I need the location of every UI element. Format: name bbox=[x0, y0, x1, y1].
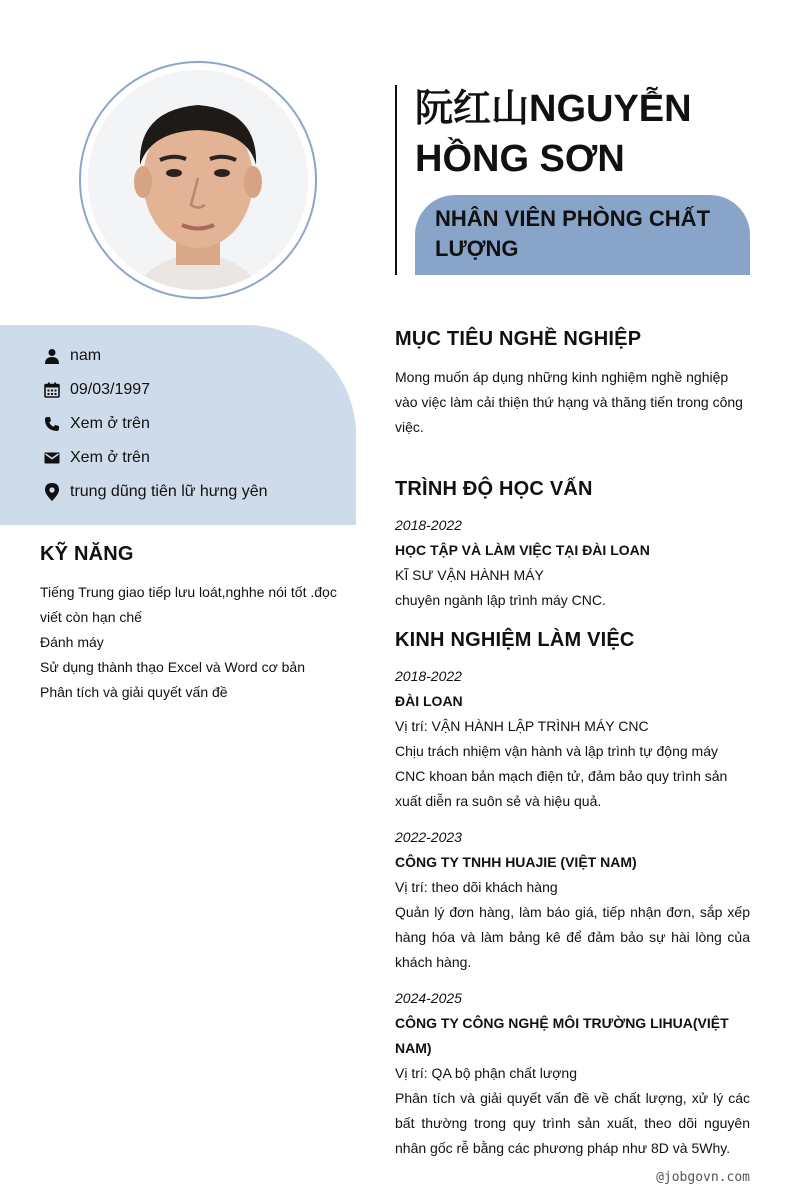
contact-email bbox=[40, 446, 150, 470]
education-institution: HỌC TẬP VÀ LÀM VIỆC TẠI ĐÀI LOAN bbox=[395, 542, 650, 558]
education-entry bbox=[395, 513, 750, 613]
contact-phone bbox=[40, 412, 150, 436]
skills-list bbox=[40, 580, 340, 705]
gender-text: nam bbox=[70, 347, 102, 364]
experience-period: 2024-2025 bbox=[395, 990, 462, 1006]
experience-description: Chịu trách nhiệm vận hành và lập trình tự động máy CNC khoan bản mạch điện tử, đảm bảo quy trình sản xuất diễn ra suôn sẻ và hiệu quả. bbox=[395, 743, 728, 809]
profile-photo-frame bbox=[79, 61, 317, 299]
experience-position: Vị trí: QA bộ phận chất lượng bbox=[395, 1065, 577, 1081]
phone-text: Xem ở trên bbox=[70, 415, 150, 432]
person-icon bbox=[40, 344, 64, 368]
full-name: 阮红山NGUYỄN HỒNG SƠN bbox=[415, 88, 692, 180]
avatar bbox=[88, 70, 308, 290]
experience-period: 2018-2022 bbox=[395, 668, 462, 684]
experience-description: Phân tích và giải quyết vấn đề về chất lượng, xử lý các bất thường trong quy trình sản xuất, theo dõi nguyên nhân gốc rễ bằng các phương pháp như 8D và 5Why. bbox=[395, 1090, 750, 1156]
phone-icon bbox=[40, 412, 64, 436]
experience-entry bbox=[395, 664, 750, 814]
experience-heading: KINH NGHIỆM LÀM VIỆC bbox=[395, 629, 635, 651]
skill-item: Tiếng Trung giao tiếp lưu loát,nghhe nói tốt .đọc viết còn hạn chế bbox=[40, 584, 337, 625]
role-banner bbox=[415, 195, 750, 275]
source-watermark: @jobgovn.com bbox=[656, 1170, 750, 1185]
contact-birthdate bbox=[40, 378, 150, 402]
experience-entry bbox=[395, 825, 750, 975]
email-text: Xem ở trên bbox=[70, 449, 150, 466]
experience-company: CÔNG TY CÔNG NGHỆ MÔI TRƯỜNG LIHUA(VIỆT NAM) bbox=[395, 1015, 729, 1056]
skill-item: Đánh máy bbox=[40, 634, 104, 650]
education-heading: TRÌNH ĐỘ HỌC VẤN bbox=[395, 478, 593, 500]
experience-company: CÔNG TY TNHH HUAJIE (VIỆT NAM) bbox=[395, 854, 637, 870]
skills-heading: KỸ NĂNG bbox=[40, 543, 134, 565]
job-title: NHÂN VIÊN PHÒNG CHẤT LƯỢNG bbox=[435, 206, 711, 261]
contact-gender bbox=[40, 344, 101, 368]
skill-item: Phân tích và giải quyết vấn đề bbox=[40, 684, 228, 700]
education-major: chuyên ngành lập trình máy CNC. bbox=[395, 592, 606, 608]
experience-description: Quản lý đơn hàng, làm báo giá, tiếp nhận đơn, sắp xếp hàng hóa và làm bảng kê để đảm bảo sự hài lòng của khách hàng. bbox=[395, 904, 750, 970]
experience-position: Vị trí: theo dõi khách hàng bbox=[395, 879, 558, 895]
calendar-icon bbox=[40, 378, 64, 402]
location-pin-icon bbox=[40, 480, 64, 504]
experience-position: Vị trí: VẬN HÀNH LẬP TRÌNH MÁY CNC bbox=[395, 718, 649, 734]
experience-entry bbox=[395, 986, 750, 1161]
profile-photo bbox=[88, 70, 308, 290]
skill-item: Sử dụng thành thạo Excel và Word cơ bản bbox=[40, 659, 306, 675]
objective-text: Mong muốn áp dụng những kinh nghiệm nghề nghiệp vào việc làm cải thiện thứ hạng và thăng tiến trong công việc. bbox=[395, 369, 743, 435]
address-text: trung dũng tiên lữ hưng yên bbox=[70, 483, 268, 500]
education-period: 2018-2022 bbox=[395, 517, 462, 533]
education-degree: KĨ SƯ VẬN HÀNH MÁY bbox=[395, 567, 544, 583]
title-divider bbox=[395, 85, 397, 275]
mail-icon bbox=[40, 446, 64, 470]
birthdate-text: 09/03/1997 bbox=[70, 381, 151, 398]
contact-address bbox=[40, 480, 268, 504]
experience-company: ĐÀI LOAN bbox=[395, 693, 463, 709]
experience-period: 2022-2023 bbox=[395, 829, 462, 845]
objective-heading: MỤC TIÊU NGHỀ NGHIỆP bbox=[395, 328, 642, 350]
